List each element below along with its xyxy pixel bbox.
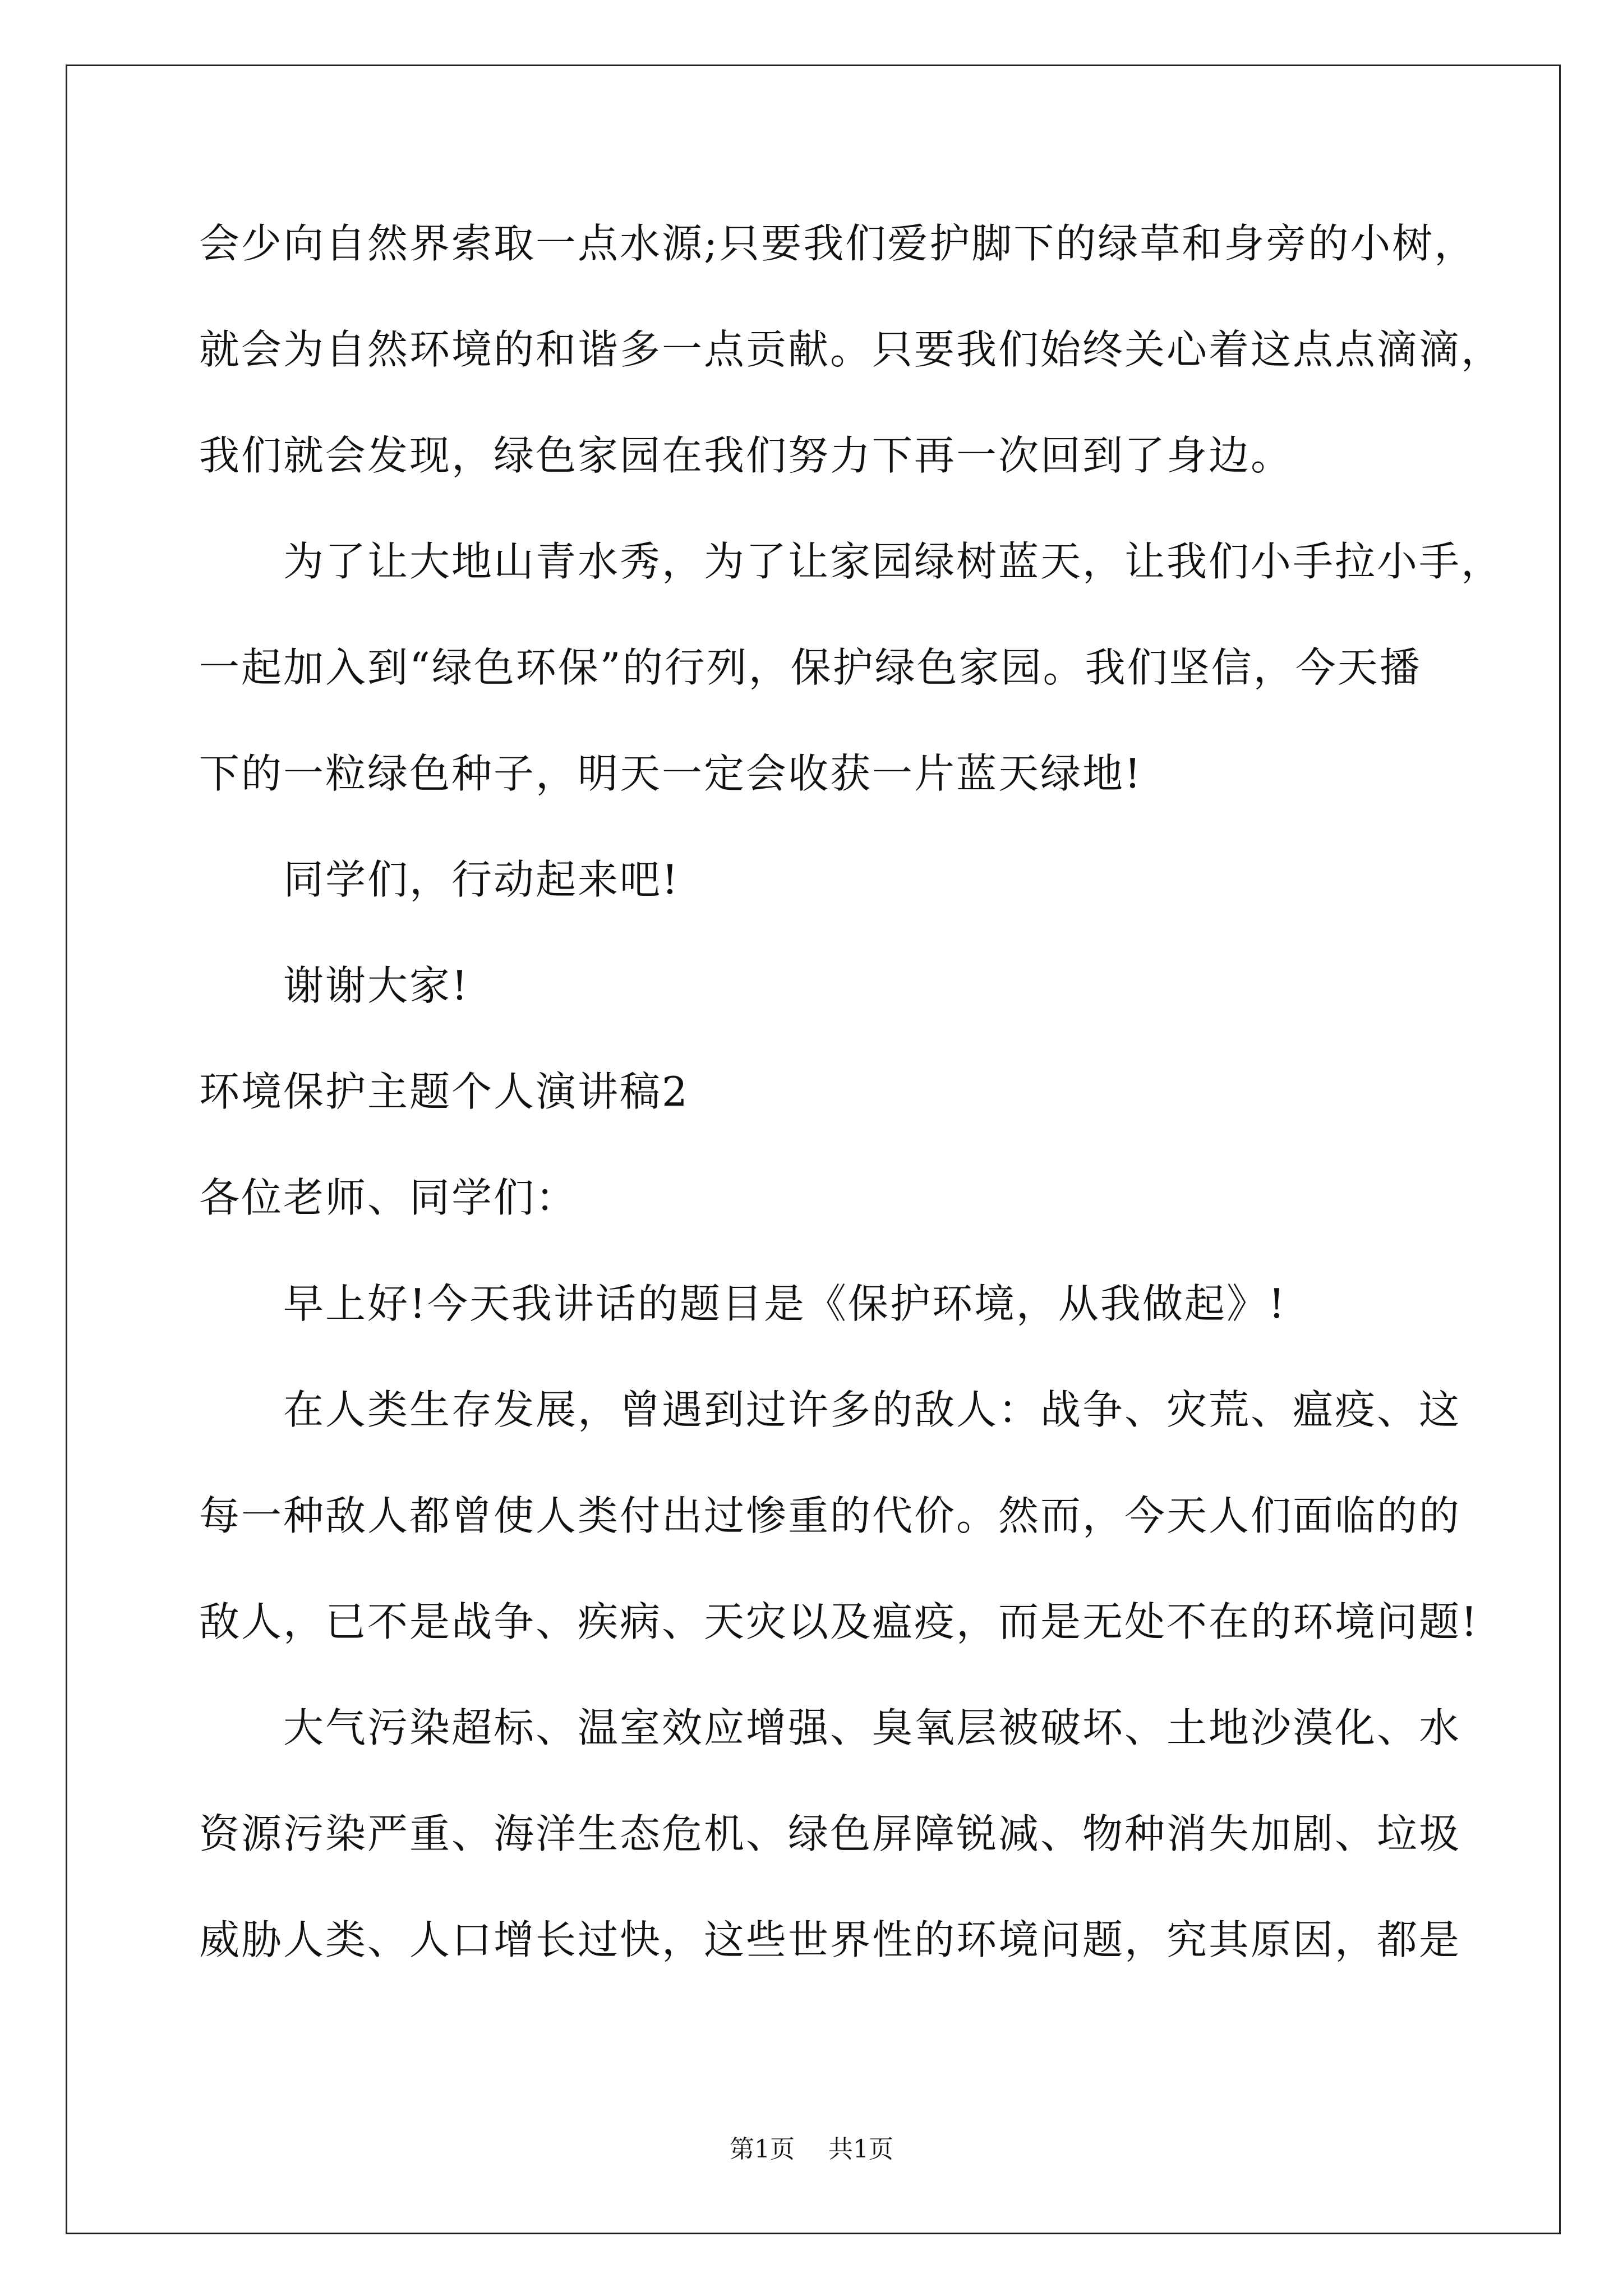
- page-total: 共1页: [828, 2135, 893, 2164]
- paragraph-start-line: 早上好!今天我讲话的题目是《保护环境，从我做起》!: [283, 1280, 1287, 1327]
- page-number: 第1页: [730, 2135, 795, 2164]
- page-footer: [0, 2129, 1623, 2165]
- text-line: 下的一粒绿色种子，明天一定会收获一片蓝天绿地!: [199, 750, 1142, 797]
- text-line: 敌人，已不是战争、疾病、天灾以及瘟疫，而是无处不在的环境问题!: [199, 1598, 1479, 1645]
- section-heading: 环境保护主题个人演讲稿2: [199, 1068, 689, 1115]
- paragraph-start-line: 为了让大地山青水秀，为了让家园绿树蓝天，让我们小手拉小手，: [283, 538, 1504, 585]
- text-line: 就会为自然环境的和谐多一点贡献。只要我们始终关心着这点点滴滴，: [199, 326, 1504, 373]
- paragraph-start-line: 大气污染超标、温室效应增强、臭氧层被破坏、土地沙漠化、水: [283, 1704, 1461, 1751]
- paragraph-start-line: 谢谢大家!: [283, 962, 469, 1009]
- salutation: 各位老师、同学们：: [199, 1174, 578, 1221]
- paragraph-start-line: 同学们，行动起来吧!: [283, 856, 680, 903]
- text-line: 一起加入到“绿色环保”的行列，保护绿色家园。我们坚信，今天播: [199, 644, 1422, 691]
- document-body: [199, 191, 1504, 1993]
- paragraph-start-line: 在人类生存发展，曾遇到过许多的敌人：战争、灾荒、瘟疫、这: [283, 1386, 1461, 1433]
- text-line: 资源污染严重、海洋生态危机、绿色屏障锐减、物种消失加剧、垃圾: [199, 1810, 1461, 1857]
- text-line: 会少向自然界索取一点水源;只要我们爱护脚下的绿草和身旁的小树，: [199, 220, 1477, 267]
- text-line: 我们就会发现，绿色家园在我们努力下再一次回到了身边。: [199, 432, 1293, 479]
- text-line: 威胁人类、人口增长过快，这些世界性的环境问题，究其原因，都是: [199, 1916, 1461, 1963]
- text-line: 每一种敌人都曾使人类付出过惨重的代价。然而，今天人们面临的的: [199, 1492, 1461, 1539]
